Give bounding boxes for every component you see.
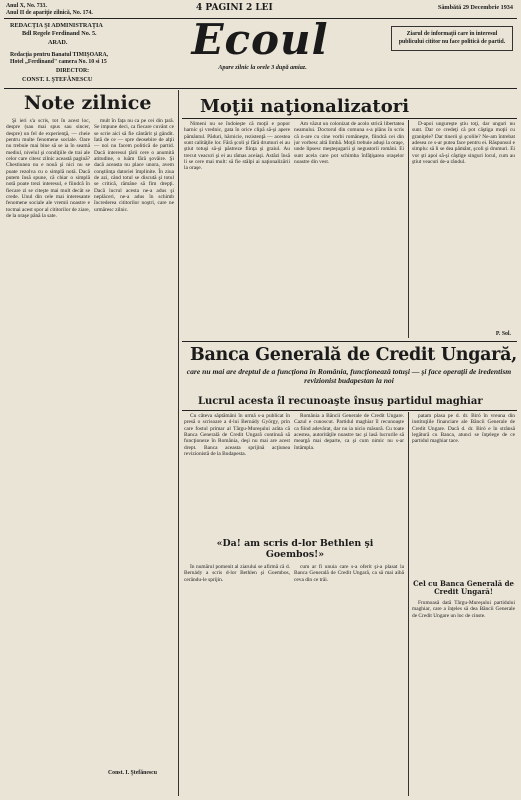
banca-subtitle: care nu mai are dreptul de a funcţiona în România, funcţionează totuşi — şi face operaţii de iredentism revizionist budapestan la noi xyxy=(186,367,512,385)
banca-kicker: «Da! am scris d-lor Bethlen şi Goembos!» xyxy=(216,538,374,560)
note-zilnice-col2: mult în fața nu ca pe cei din ţară. Se impune deci, ca fiecare cuvânt ce se scrie aici să fie cântărit şi gândit. Iată de ce — spre deosebire de alţii — noi nu facem politică de partid. Dacă interesul ţării cere o anumită atitudine, o luăm fără şovăire. Şi dacă aceasta nu place unora, avem conştiinţa datoriei împlinite. În ziua de azi, când totul se discută şi totul se critică, rămâne să fim drepţi. Dacă lucrul acesta ne-a adus şi neplăceri, ne-a adus în schimb încrederea cititorilor noştri, care ne urmăresc zilnic. xyxy=(94,118,174,213)
banca-sub2-text: Frumoasă dată Târgu-Mureşului partidului maghiar, care a înţeles să dea Băncii Generale de Credit Ungare un loc de cinste. xyxy=(412,600,515,619)
note-zilnice-title: Note zilnice xyxy=(24,92,152,114)
newspaper-logo: Ecoul xyxy=(191,15,329,64)
motii-col3: D-apoi ungureşte ştiu toţi, dar unguri nu sunt. Dar ce credeţi că pot câştiga moţii cu graniţele? Dar tinerii şi şcolile? Ne-am întrebat adesea ce s-ar putea face pentru ei. Răspunsul e simplu: să li se dea pământ, şcoli şi drumuri. Ei vor şti apoi să-şi câştige singuri locul, cum au ştiut veacuri de-a rândul. xyxy=(412,121,515,166)
banca-col1: Cu câteva săptămâni în urmă s-a publicat în presă o scrisoare a d-lui Bernády György, prin care fostul primar al Târgu-Mureşului arăta că Banca Generală de Credit Ungară continuă să funcţioneze în România, deşi nu mai are acest drept. Banca aceasta sprijină acţiunea revizionistă de la Budapesta. xyxy=(184,413,290,458)
pages-price: 4 PAGINI 2 LEI xyxy=(196,3,273,13)
redaction-address: Bdl Regele Ferdinand No. 5. xyxy=(22,30,97,37)
banca-title: Banca Generală de Credit Ungară, xyxy=(190,345,517,365)
note-zilnice-signature: Const. I. Ştefănescu xyxy=(108,770,157,776)
apparition-year: Anul II de apariţie zilnică, No. 174. xyxy=(6,10,93,16)
banat-note: Redacţia pentru Banatul TIMIŞOARA, xyxy=(10,52,109,58)
banca-kicker-col2: cum ar fi unuia care s-a oferit şi-a plasat la Banca Generală de Credit Ungară, ca să mai aibă ceva din ce trăi. xyxy=(294,564,404,583)
motii-col1: Nimeni nu se îndoieşte că moţii e popor harnic şi vrednic, gata în orice clipă să-şi apere pământul. Păduri, hărnicie, rezistenţă — acestea sunt calităţile lor. Fără şcoli şi fără drumuri ei au ştiut totuşi să-şi păstreze fiinţa şi graiul. Au trecut veacuri şi ei au rămas aceiaşi. Astăzi însă li se cere mai mult: să fie stâlpi ai naţionalizării la oraşe. xyxy=(184,121,290,172)
banca-col3: patam plasa pe d. dr. Biró în vreuna din instituţiile financiare ale Băncii Generale de Credit Ungare. Dacă d. dr. Biró e în strânsă legătură cu Banca, atunci se înţelege de ce partidul maghiar tace. xyxy=(412,413,515,445)
banat-note-2: Hotel „Ferdinand" camera No. 10 si 15 xyxy=(10,59,107,65)
motii-title: Moţii naţionalizatori xyxy=(200,96,410,117)
logo-subtitle: Apare zilnic la orele 3 după amiaz. xyxy=(218,64,307,71)
director-label: DIRECTOR: xyxy=(56,68,90,74)
redaction-title: REDACŢIA ŞI ADMINISTRAŢIA xyxy=(10,22,103,29)
banca-lead: Lucrul acesta îl recunoaşte însuş partidul maghiar xyxy=(198,396,483,407)
banca-kicker-col1: În numărul pomenit al ziarului se afirmă că d. Bernády a scris d-lor Bethlen şi Goembos, cerându-le sprijin. xyxy=(184,564,290,583)
director-name: CONST. I. ŞTEFĂNESCU xyxy=(22,76,93,83)
motii-col2: Am văzut un colonizat de acolo strică libertatea neamului. Doctorul din comuna s-a plâns în scris că n-are cu cine vorbi româneşte, fiindcă cei din jur vorbesc altă limbă. Moţii trebuie aduşi la oraşe, unde lipsesc meşteşugarii şi negustorii români. Ei sunt acela care pot schimba înfăţişarea oraşelor noastre din vest. xyxy=(294,121,404,166)
banca-sub2: Cel cu Banca Generală de Credit Ungară! xyxy=(413,579,514,597)
note-zilnice-col1: Şi ieri s'a scris, tot în acest loc, despre (sau mai spus sau sincer, despre) un fel de experienţă, — cheie pentru multe fenomene sociale. Oare nu trebuie mai bine să se ia în seamă mediul, nivelul şi condiţiile de trai ale celor care citesc zilnic această pagină? Chestiunea nu e nouă şi nici nu se poate rezolva cu o simplă notă. Dacă putem însă spune, că chiar o simplă notă poate trezi interesul, e fiindcă în fiecare zi se citeşte mai mult decât se crede. Unul din cele mai interesante fenomene sociale ale vremii noastre e tocmai acest spor al cititorilor de ziare, de la oraşe până la sate. xyxy=(6,118,90,220)
issue-date: Sâmbătă 29 Decembrie 1934 xyxy=(437,4,513,11)
city: ARAD. xyxy=(48,39,68,46)
motii-signature: P. Sol. xyxy=(495,331,511,337)
banca-col2: România a Băncii Generale de Credit Ungare. Cazul e cunoscut. Partidul maghiar îl recunoaşte ca fiind adevărat, dar nu ia nicio măsură. Cu toate acestea, autorităţile noastre tac şi lasă lucrurile să meargă mai departe, ca şi cum nimic nu s-ar întâmpla. xyxy=(294,413,404,451)
editorial-box: Ziarul de informaţii care în interesul publicului cititor nu face politică de partid. xyxy=(391,26,513,51)
year-number: Anul X, No. 733. xyxy=(6,3,47,9)
